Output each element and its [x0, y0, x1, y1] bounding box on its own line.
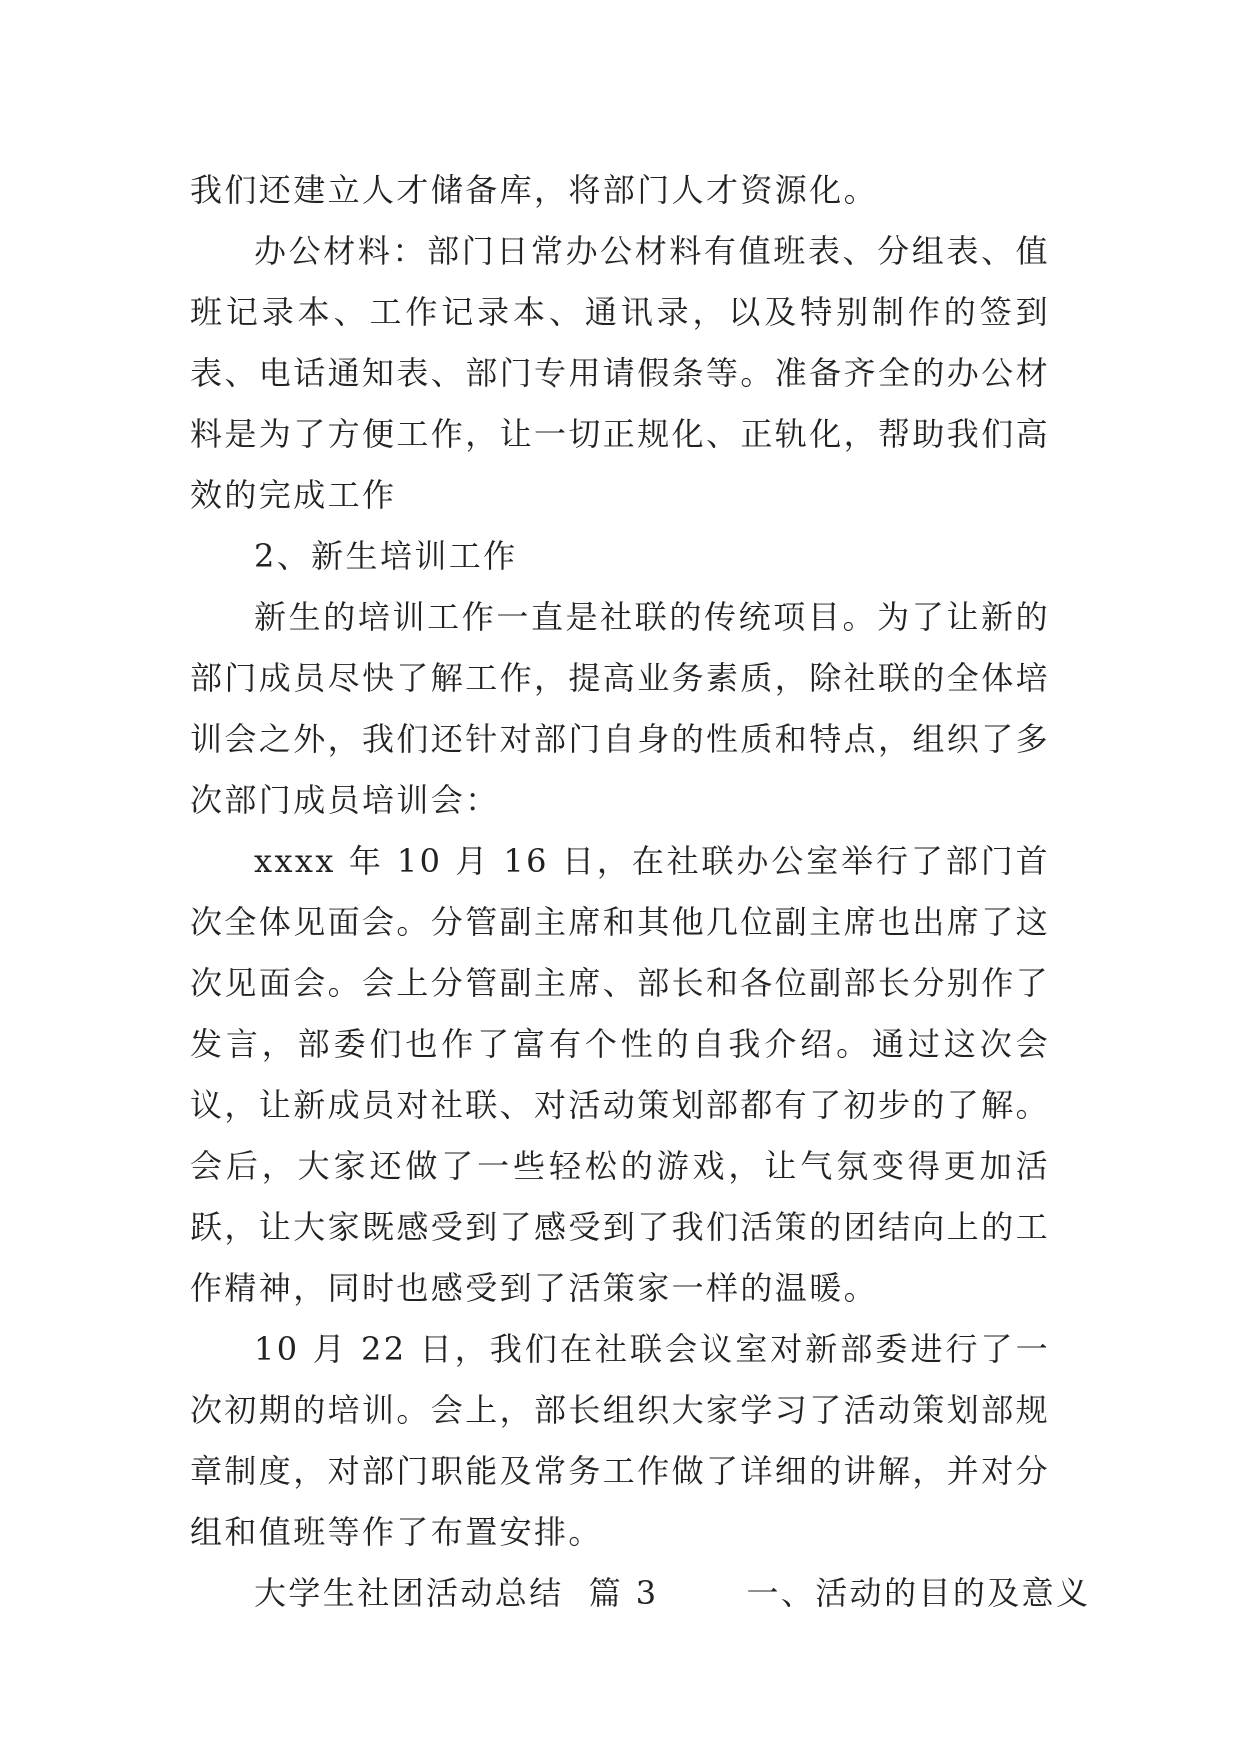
section-heading-training: 2、新生培训工作: [254, 537, 518, 575]
paragraph-first-meeting: xxxx 年 10 月 16 日，在社联办公室举行了部门首次全体见面会。分管副主席和其他几位副主席也出席了这次见面会。会上分管副主席、部长和各位副部长分别作了发言，部委们也作了富有个性的自我介绍。通过这次会议，让新成员对社联、对活动策划部都有了初步的了解。会后，大家还做了一些轻松的游戏，让气氛变得更加活跃，让大家既感受到了感受到了我们活策的团结向上的工作精神，同时也感受到了活策家一样的温暖。: [190, 842, 1051, 1307]
paragraph-talent-pool: 我们还建立人才储备库，将部门人才资源化。: [190, 171, 879, 209]
paragraph-office-materials: 办公材料：部门日常办公材料有值班表、分组表、值班记录本、工作记录本、通讯录，以及特别制作的签到表、电话通知表、部门专用请假条等。准备齐全的办公材料是为了方便工作，让一切正规化、正轨化，帮助我们高效的完成工作: [190, 232, 1051, 514]
paragraph-training-intro: 新生的培训工作一直是社联的传统项目。为了让新的部门成员尽快了解工作，提高业务素质，除社联的全体培训会之外，我们还针对部门自身的性质和特点，组织了多次部门成员培训会：: [190, 598, 1051, 819]
document-body: [190, 160, 1091, 1624]
paragraph-initial-training: 10 月 22 日，我们在社联会议室对新部委进行了一次初期的培训。会上，部长组织大家学习了活动策划部规章制度，对部门职能及常务工作做了详细的讲解，并对分组和值班等作了布置安排。: [190, 1330, 1051, 1551]
section-title-part3: 大学生社团活动总结 篇 3 一、活动的目的及意义: [254, 1574, 1091, 1612]
